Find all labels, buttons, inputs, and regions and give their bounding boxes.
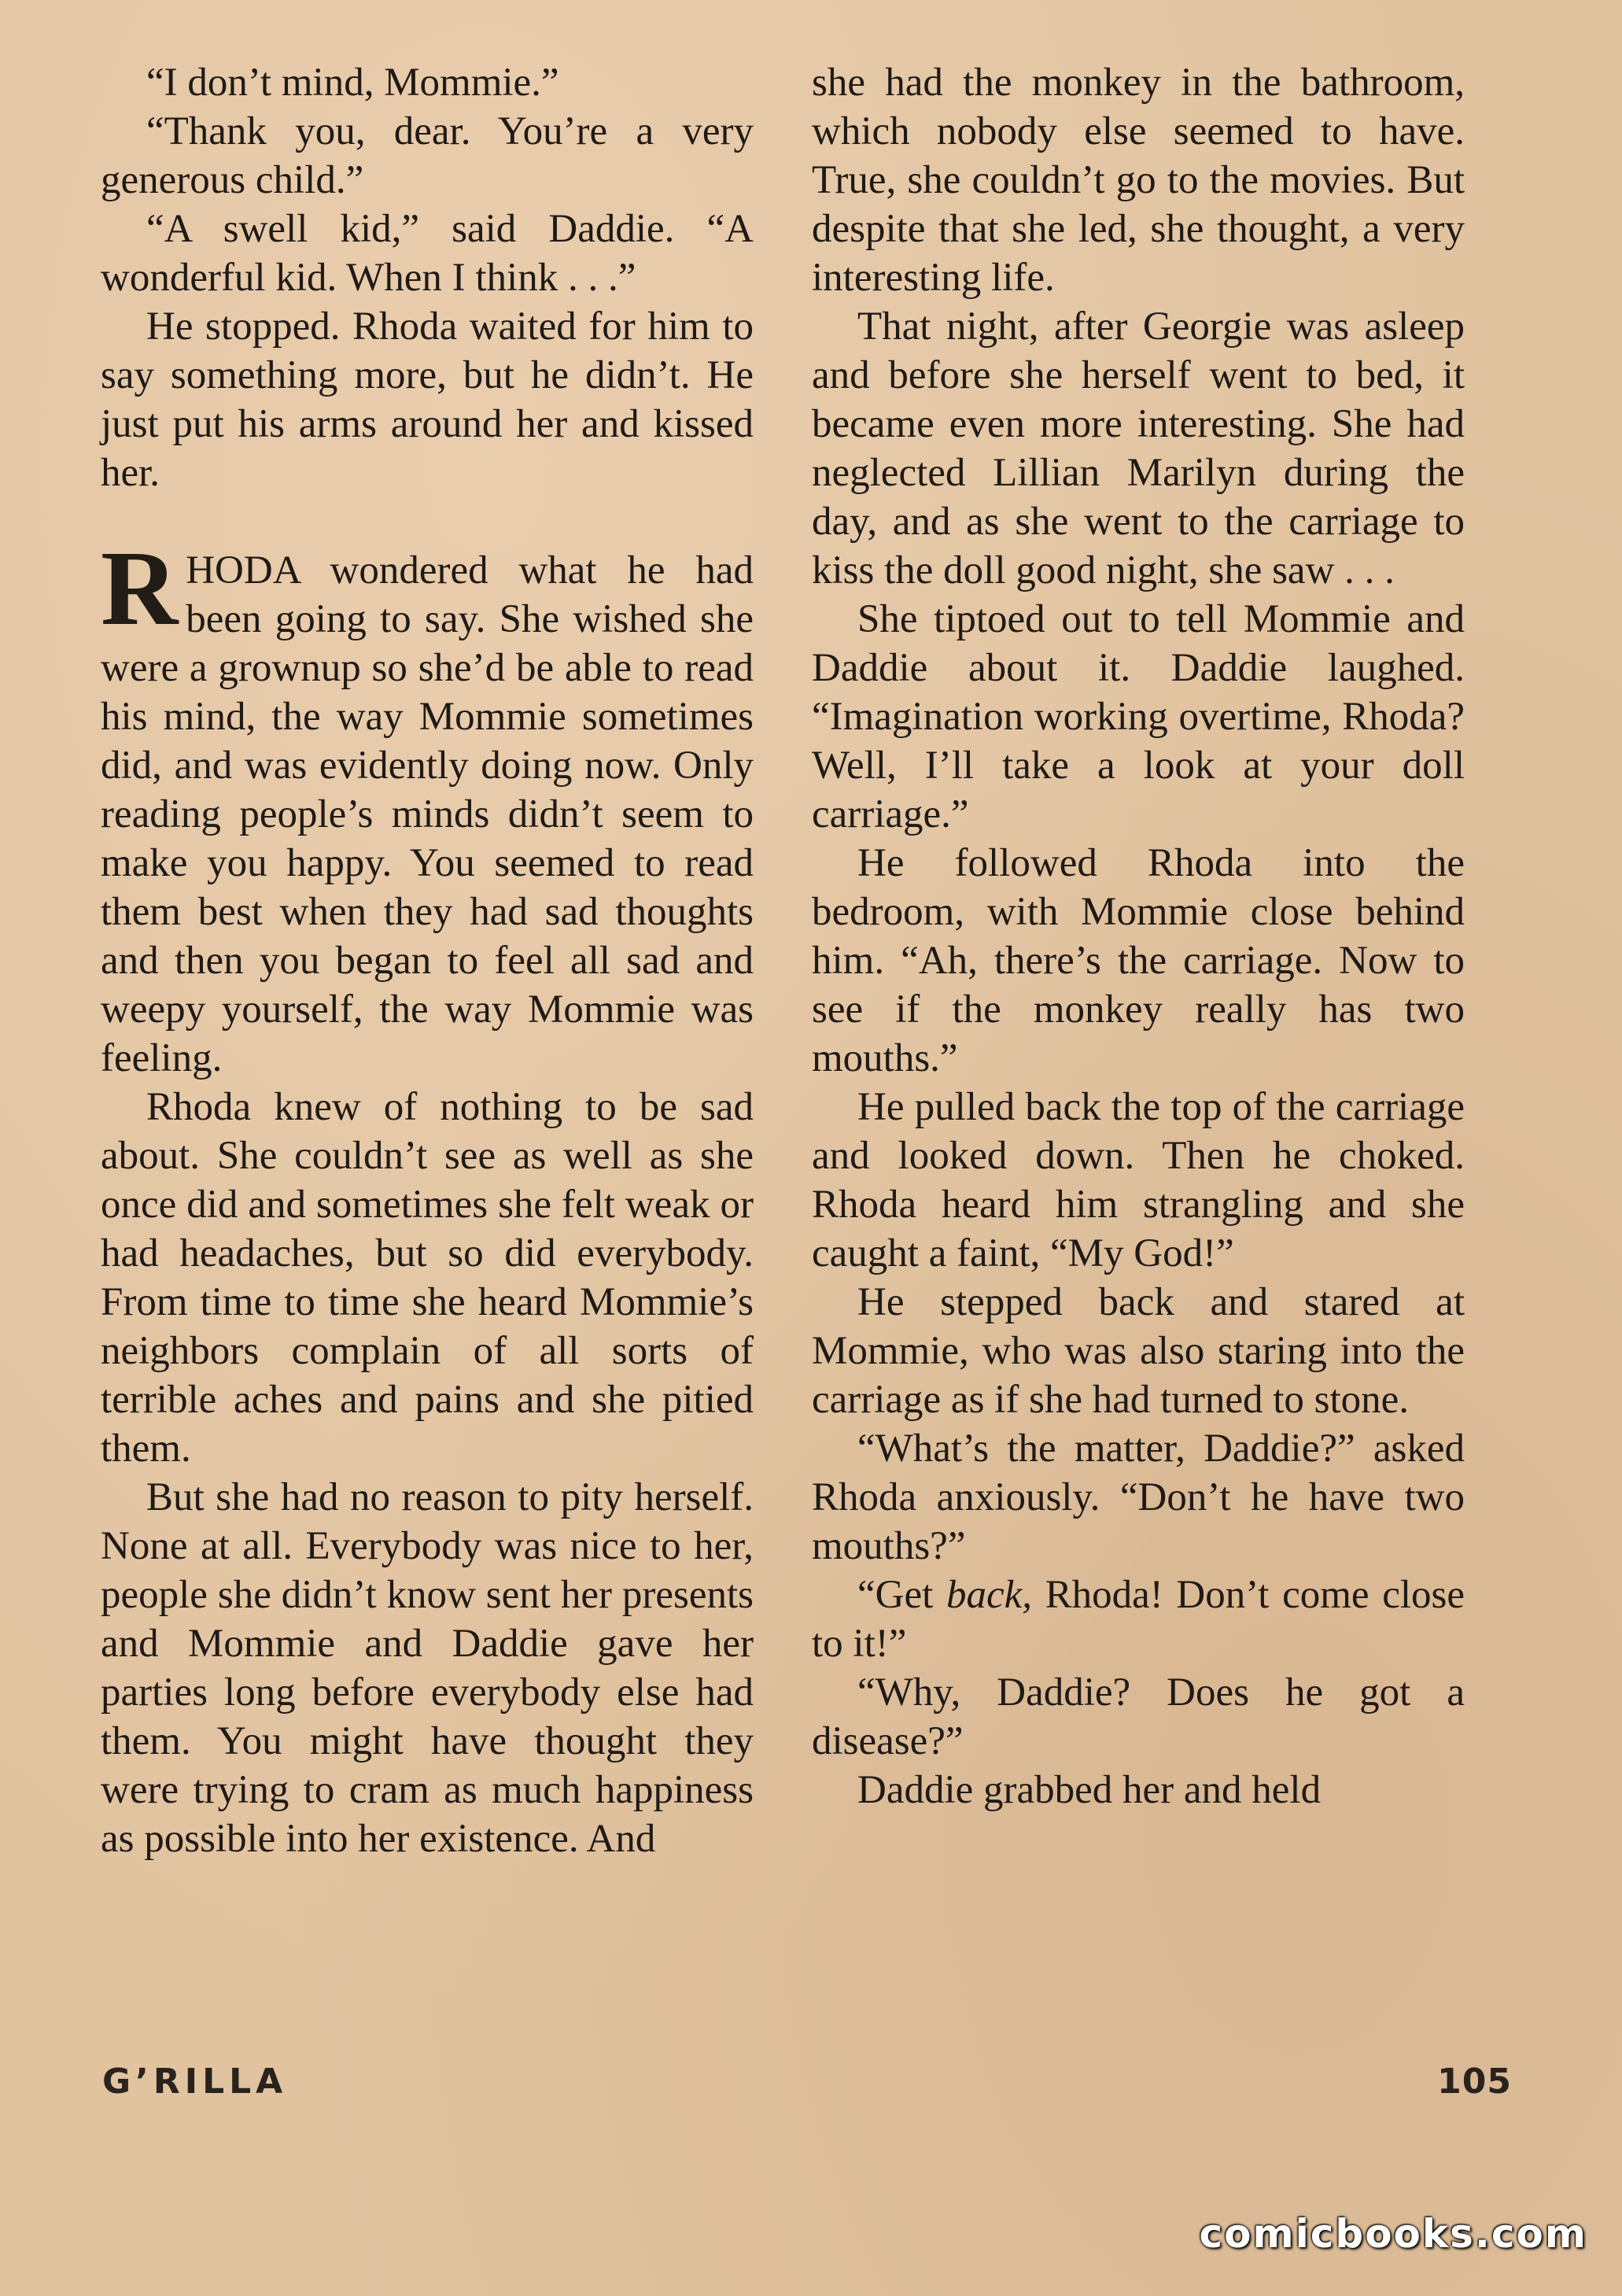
paragraph: “Why, Daddie? Does he got a disease?” — [812, 1670, 1465, 1763]
paragraph: “Thank you, dear. You’re a very generous child.” — [101, 109, 754, 202]
paragraph: He stepped back and stared at Mommie, who was also staring into the carriage as if she had turned to stone. — [812, 1280, 1465, 1422]
italic-paragraph — [812, 1571, 1465, 1668]
paragraph: “I don’t mind, Mommie.” — [146, 61, 559, 105]
italic-text: back, — [946, 1573, 1032, 1617]
paragraph: “What’s the matter, Daddie?” asked Rhoda anxiously. “Don’t he have two mouths?” — [812, 1427, 1465, 1568]
paragraph: Daddie grabbed her and held — [857, 1768, 1322, 1812]
paragraph: He followed Rhoda into the bedroom, with Mommie close behind him. “Ah, there’s the carriage. Now to see if the monkey really has two mouths.” — [812, 841, 1465, 1080]
drop-cap-paragraph — [101, 530, 754, 1083]
running-title: G’RILLA — [102, 2062, 288, 2102]
paragraph: He stopped. Rhoda waited for him to say something more, but he didn’t. He just put his arms around her and kissed her. — [101, 305, 754, 495]
text-run: “Get — [857, 1573, 946, 1617]
page-number: 105 — [1437, 2062, 1512, 2102]
paragraph: But she had no reason to pity herself. None at all. Everybody was nice to her, people she didn’t know sent her presents and Mommie and Daddie gave her parties long before everybody else had them. You might have thought they were trying to cram as much happiness as possible into her existence. And — [101, 1475, 754, 1861]
left-column — [101, 58, 754, 1863]
text-run: Rhoda! Don’t come close to it!” — [812, 1573, 1465, 1666]
paragraph: That night, after Georgie was asleep and before she herself went to bed, it became even more interesting. She had neglected Lillian Marilyn during the day, and as she went to the carriage to kiss the doll good night, she saw . . . — [812, 305, 1465, 592]
paragraph: Rhoda knew of nothing to be sad about. She couldn’t see as well as she once did and sometimes she felt weak or had headaches, but so did everybody. From time to time she heard Mommie’s neighbors complain of all sorts of terrible aches and pains and she pitied them. — [101, 1085, 754, 1471]
drop-cap-paragraph-text: HODA wondered what he had been going to say. She wished she were a grownup so she’d be able to read his mind, the way Mommie sometimes did, and was evidently doing now. Only reading people’s minds didn’t seem to make you happy. You seemed to read them best when they had sad thoughts and then you began to feel all sad and weepy yourself, the way Mommie was feeling. — [101, 548, 754, 1080]
paragraph: He pulled back the top of the carriage and looked down. Then he choked. Rhoda heard him strangling and she caught a faint, “My God!” — [812, 1085, 1465, 1275]
paragraph: She tiptoed out to tell Mommie and Daddie about it. Daddie laughed. “Imagination working overtime, Rhoda? Well, I’ll take a look at your doll carriage.” — [812, 597, 1465, 836]
drop-cap: R — [101, 530, 179, 648]
watermark: comicbooks.com — [1199, 2211, 1587, 2257]
continuation-paragraph: she had the monkey in the bathroom, which nobody else seemed to have. True, she couldn’t go to the movies. But despite that she led, she thought, a very interesting life. — [812, 61, 1465, 300]
paragraph: “A swell kid,” said Daddie. “A wonderful kid. When I think . . .” — [101, 207, 754, 300]
right-column — [812, 58, 1465, 1814]
